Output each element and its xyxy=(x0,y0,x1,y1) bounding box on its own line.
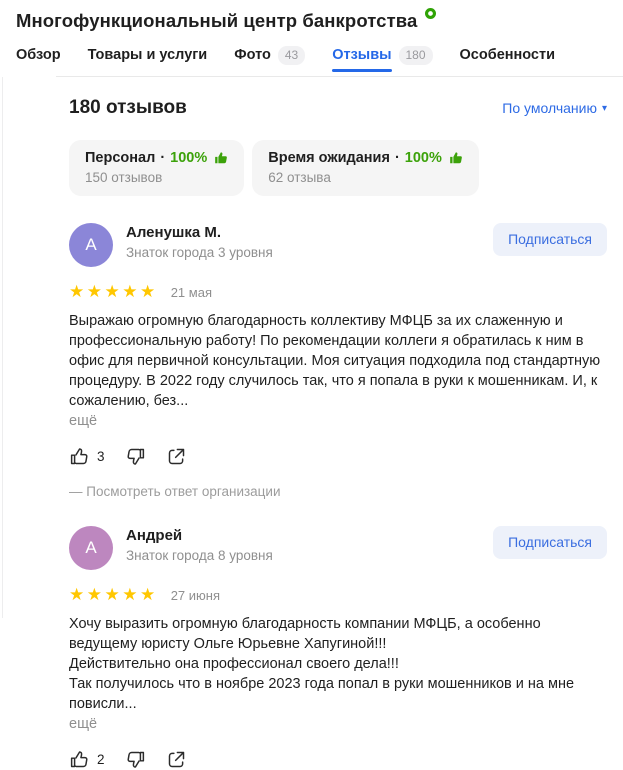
tab-goods-services[interactable] xyxy=(88,47,208,72)
page-header xyxy=(0,0,623,32)
reviews-count-heading: 180 отзывов xyxy=(69,97,187,118)
review-text: Выражаю огромную благодарность коллективу МФЦБ за их слаженную и профессиональную работу! По рекомендации коллеги я обратилась к ним в офис для первичной консультации. Моя ситуация подходила под стандартную процедуру. В 2022 году случилось так, что я попала в руки к мошенникам. И, к сожалению, без... xyxy=(69,313,601,409)
review-date: 21 мая xyxy=(170,284,212,300)
chip-dot: · xyxy=(160,150,166,166)
review-author-level: Знаток города 8 уровня xyxy=(126,548,273,563)
thumb-up-icon xyxy=(214,151,228,165)
share-icon xyxy=(166,446,187,467)
chip-dot: · xyxy=(394,150,400,166)
review-item xyxy=(69,223,607,499)
thumb-down-icon xyxy=(125,446,146,467)
like-count: 2 xyxy=(97,752,105,767)
thumb-up-icon xyxy=(69,749,90,770)
avatar: A xyxy=(69,526,113,570)
thumb-down-icon xyxy=(125,749,146,770)
chip-review-count: 150 отзывов xyxy=(85,170,163,185)
star-rating: ★★★★★ xyxy=(69,282,158,301)
dislike-button[interactable] xyxy=(125,749,146,770)
tab-overview[interactable] xyxy=(16,47,61,72)
review-text: Хочу выразить огромную благодарность компании МФЦБ, а особенно ведущему юристу Ольге Юрьевне Хапугиной!!! Действительно она профессионал своего дела!!! Так получилось что в ноябре 2023 года попал в руки мошенников и на мне повисли... xyxy=(69,616,575,712)
tab-label: Фото xyxy=(234,47,271,63)
share-icon xyxy=(166,749,187,770)
like-count: 3 xyxy=(97,449,105,464)
tab-label: Отзывы xyxy=(332,47,391,72)
review-author[interactable]: Аленушка М. xyxy=(126,224,222,241)
like-button[interactable] xyxy=(69,749,105,770)
dislike-button[interactable] xyxy=(125,446,146,467)
tab-features[interactable] xyxy=(460,47,555,72)
subscribe-button[interactable]: Подписаться xyxy=(493,223,607,256)
chip-percent: 100% xyxy=(170,150,208,166)
filter-chip-wait-time[interactable] xyxy=(252,140,479,196)
expand-review-link[interactable]: ещё xyxy=(69,413,98,429)
share-button[interactable] xyxy=(166,749,187,770)
thumb-up-icon xyxy=(69,446,90,467)
expand-review-link[interactable]: ещё xyxy=(69,716,98,732)
tab-label: Товары и услуги xyxy=(87,47,208,63)
tab-bar xyxy=(0,47,623,72)
verified-badge-icon xyxy=(425,8,436,19)
avatar: A xyxy=(69,223,113,267)
review-author[interactable]: Андрей xyxy=(126,527,183,544)
chip-review-count: 62 отзыва xyxy=(268,170,331,185)
chip-percent: 100% xyxy=(404,150,442,166)
chip-label: Время ожидания xyxy=(268,150,390,166)
review-item xyxy=(69,526,607,770)
star-rating: ★★★★★ xyxy=(69,585,158,604)
sort-dropdown[interactable] xyxy=(502,100,607,116)
thumb-up-icon xyxy=(449,151,463,165)
tab-count-badge: 43 xyxy=(278,46,305,65)
tab-reviews[interactable] xyxy=(332,47,432,72)
sort-label: По умолчанию xyxy=(502,100,597,116)
tab-photos[interactable] xyxy=(234,47,305,72)
page-title: Многофункциональный центр банкротства xyxy=(16,10,418,31)
tab-count-badge: 180 xyxy=(399,46,433,65)
review-author-level: Знаток города 3 уровня xyxy=(126,245,273,260)
reviews-header xyxy=(69,97,607,119)
subscribe-button[interactable]: Подписаться xyxy=(493,526,607,559)
share-button[interactable] xyxy=(166,446,187,467)
view-org-reply-link[interactable]: — Посмотреть ответ организации xyxy=(69,484,281,499)
tab-label: Особенности xyxy=(459,47,556,63)
aspect-filter-chips xyxy=(69,140,607,196)
filter-chip-staff[interactable] xyxy=(69,140,244,196)
reviews-panel xyxy=(2,77,623,767)
review-date: 27 июня xyxy=(170,587,221,603)
like-button[interactable] xyxy=(69,446,105,467)
tab-label: Обзор xyxy=(16,47,61,63)
chevron-down-icon: ▾ xyxy=(601,102,607,114)
chip-label: Персонал xyxy=(85,150,156,166)
